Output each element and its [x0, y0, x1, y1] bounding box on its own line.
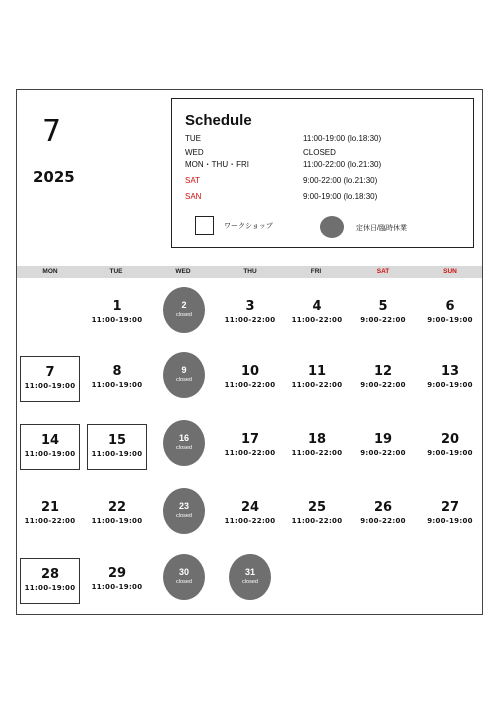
day-cell: [353, 492, 413, 538]
day-number: 15: [107, 433, 127, 448]
day-number: 5: [378, 299, 388, 314]
day-hours: 11:00-19:00: [91, 450, 143, 458]
day-hours: 9:00-19:00: [427, 316, 473, 324]
closed-label: closed: [176, 445, 192, 451]
closed-label: closed: [176, 377, 192, 383]
day-number: 17: [240, 432, 260, 447]
weekday-fri: FRI: [310, 268, 322, 275]
day-cell: [87, 558, 147, 604]
day-hours: 11:00-19:00: [24, 584, 76, 592]
month-number: 7: [42, 114, 62, 149]
day-hours: 11:00-19:00: [24, 450, 76, 458]
schedule-day: WED: [185, 148, 204, 157]
day-number: 9: [181, 365, 187, 375]
day-cell: [420, 291, 480, 337]
workshop-legend-label: ワークショップ: [224, 223, 273, 230]
day-cell: [353, 424, 413, 470]
schedule-day: SAN: [185, 192, 202, 201]
day-hours: 11:00-19:00: [91, 583, 143, 591]
day-hours: 11:00-19:00: [24, 382, 76, 390]
workshop-day-cell: [87, 424, 147, 470]
closed-label: closed: [176, 513, 192, 519]
day-cell: [287, 356, 347, 402]
day-cell: [220, 356, 280, 402]
schedule-title: Schedule: [185, 112, 252, 129]
day-number: 23: [178, 501, 189, 511]
day-number: 25: [307, 500, 327, 515]
workshop-day-cell: [20, 356, 80, 402]
day-hours: 9:00-22:00: [360, 517, 406, 525]
schedule-day: TUE: [185, 134, 201, 143]
day-hours: 11:00-22:00: [224, 381, 276, 389]
day-cell: [220, 492, 280, 538]
day-number: 30: [178, 567, 189, 577]
day-number: 6: [445, 299, 455, 314]
day-hours: 11:00-22:00: [224, 316, 276, 324]
schedule-hours: 11:00-22:00 (lo.21:30): [303, 160, 382, 169]
weekday-sat: SAT: [376, 268, 390, 275]
weekday-header-bar: [17, 266, 482, 278]
day-cell: [287, 424, 347, 470]
day-cell: [20, 492, 80, 538]
closed-label: closed: [242, 579, 258, 585]
day-number: 10: [240, 364, 260, 379]
day-number: 18: [307, 432, 327, 447]
day-number: 8: [112, 364, 122, 379]
day-hours: 11:00-19:00: [91, 517, 143, 525]
schedule-row: [185, 190, 465, 203]
workshop-day-cell: [20, 558, 80, 604]
day-number: 14: [40, 433, 60, 448]
day-hours: 11:00-22:00: [224, 517, 276, 525]
weekday-tue: TUE: [109, 268, 123, 275]
day-number: 26: [373, 500, 393, 515]
weekday-mon: MON: [42, 268, 58, 275]
day-hours: 9:00-22:00: [360, 381, 406, 389]
weekday-wed: WED: [175, 268, 191, 275]
day-number: 31: [244, 567, 255, 577]
day-cell: [87, 291, 147, 337]
schedule-row: [185, 158, 465, 171]
closed-day-circle: [163, 420, 205, 466]
schedule-hours: 9:00-22:00 (lo.21:30): [303, 176, 378, 185]
day-number: 7: [45, 365, 55, 380]
day-cell: [87, 492, 147, 538]
day-number: 19: [373, 432, 393, 447]
day-cell: [420, 356, 480, 402]
day-number: 1: [112, 299, 122, 314]
closed-label: closed: [176, 579, 192, 585]
day-hours: 11:00-22:00: [24, 517, 76, 525]
schedule-day: MON・THU・FRI: [185, 160, 249, 169]
day-number: 11: [307, 364, 327, 379]
year-label: 2025: [33, 168, 75, 186]
day-hours: 11:00-22:00: [291, 316, 343, 324]
day-cell: [220, 424, 280, 470]
day-number: 4: [312, 299, 322, 314]
day-number: 16: [178, 433, 189, 443]
closed-label: closed: [176, 312, 192, 318]
day-hours: 11:00-19:00: [91, 316, 143, 324]
day-number: 2: [181, 300, 187, 310]
day-number: 21: [40, 500, 60, 515]
closed-day-circle: [163, 488, 205, 534]
day-hours: 9:00-19:00: [427, 517, 473, 525]
day-cell: [287, 291, 347, 337]
day-cell: [420, 424, 480, 470]
day-cell: [353, 291, 413, 337]
day-cell: [287, 492, 347, 538]
day-hours: 11:00-19:00: [91, 381, 143, 389]
day-hours: 11:00-22:00: [291, 517, 343, 525]
day-number: 24: [240, 500, 260, 515]
weekday-thu: THU: [243, 268, 257, 275]
weekday-sun: SUN: [443, 268, 457, 275]
day-hours: 9:00-22:00: [360, 316, 406, 324]
day-number: 3: [245, 299, 255, 314]
workshop-day-cell: [20, 424, 80, 470]
day-cell: [420, 492, 480, 538]
holiday-legend-label: 定休日/臨時休業: [356, 225, 407, 232]
day-number: 22: [107, 500, 127, 515]
day-number: 27: [440, 500, 460, 515]
schedule-row: [185, 132, 465, 145]
schedule-hours: CLOSED: [303, 148, 336, 157]
day-hours: 9:00-19:00: [427, 449, 473, 457]
day-cell: [353, 356, 413, 402]
day-hours: 11:00-22:00: [291, 381, 343, 389]
day-hours: 9:00-22:00: [360, 449, 406, 457]
closed-day-circle: [229, 554, 271, 600]
schedule-hours: 9:00-19:00 (lo.18:30): [303, 192, 378, 201]
day-cell: [220, 291, 280, 337]
day-hours: 11:00-22:00: [291, 449, 343, 457]
closed-day-circle: [163, 352, 205, 398]
day-hours: 9:00-19:00: [427, 381, 473, 389]
day-number: 29: [107, 566, 127, 581]
schedule-hours: 11:00-19:00 (lo.18:30): [303, 134, 382, 143]
day-cell: [87, 356, 147, 402]
schedule-day: SAT: [185, 176, 200, 185]
schedule-row: [185, 174, 465, 187]
day-number: 20: [440, 432, 460, 447]
closed-day-circle: [163, 287, 205, 333]
day-number: 13: [440, 364, 460, 379]
closed-day-circle: [163, 554, 205, 600]
day-hours: 11:00-22:00: [224, 449, 276, 457]
holiday-legend-circle-icon: [320, 216, 344, 238]
workshop-legend-square-icon: [195, 216, 214, 235]
schedule-box: [171, 98, 474, 248]
day-number: 28: [40, 567, 60, 582]
day-number: 12: [373, 364, 393, 379]
